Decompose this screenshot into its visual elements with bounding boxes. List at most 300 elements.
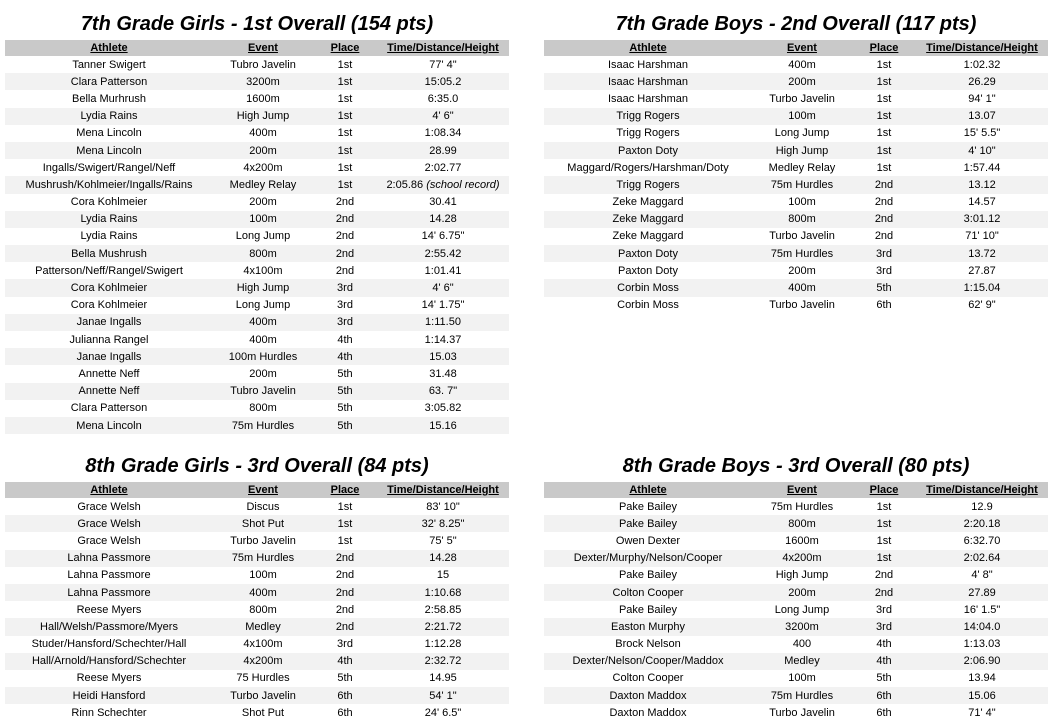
result-cell: 27.87 bbox=[968, 264, 996, 277]
place-cell: 5th bbox=[876, 672, 892, 685]
place-cell: 1st bbox=[313, 515, 377, 532]
athlete-cell: Patterson/Neff/Rangel/Swigert bbox=[35, 264, 183, 277]
athlete-cell: Rinn Schechter bbox=[71, 706, 147, 719]
result-cell: 2:02.64 bbox=[916, 550, 1048, 567]
table-row bbox=[5, 297, 509, 314]
table-row bbox=[5, 279, 509, 296]
event-cell: 100m bbox=[752, 108, 852, 125]
result-cell: 1:10.68 bbox=[377, 584, 509, 601]
place-cell: 3rd bbox=[313, 279, 377, 296]
section-7th-grade-girls bbox=[5, 9, 509, 434]
place-header: Place bbox=[852, 40, 916, 56]
result-cell: 63. 7" bbox=[377, 383, 509, 400]
athlete-cell: Lydia Rains bbox=[5, 108, 213, 125]
place-cell: 4th bbox=[876, 638, 892, 651]
table-row bbox=[544, 498, 1048, 515]
place-cell: 6th bbox=[876, 299, 892, 312]
event-cell: 100m bbox=[249, 569, 277, 582]
result-cell: 16' 1.5" bbox=[963, 603, 1001, 616]
table-row bbox=[544, 228, 1048, 245]
place-cell: 4th bbox=[313, 653, 377, 670]
table-row bbox=[5, 262, 509, 279]
athlete-cell: Owen Dexter bbox=[615, 534, 681, 547]
table-row bbox=[544, 670, 1048, 687]
event-cell: Tubro Javelin bbox=[213, 383, 313, 400]
table-row bbox=[544, 142, 1048, 159]
place-cell: 3rd bbox=[337, 299, 353, 312]
event-cell: Medley Relay bbox=[213, 176, 313, 193]
table-row bbox=[5, 687, 509, 704]
event-cell: Shot Put bbox=[241, 706, 285, 719]
event-cell: Discus bbox=[246, 500, 280, 513]
result-cell: 1:15.04 bbox=[916, 279, 1048, 296]
place-cell: 1st bbox=[337, 161, 353, 174]
header-row bbox=[5, 482, 509, 498]
event-cell: 100m bbox=[788, 672, 816, 685]
event-cell: High Jump bbox=[752, 142, 852, 159]
athlete-cell: Lydia Rains bbox=[5, 211, 213, 228]
athlete-cell: Brock Nelson bbox=[615, 638, 681, 651]
header-row bbox=[544, 482, 1048, 498]
table-row bbox=[5, 417, 509, 434]
result-cell: 30.41 bbox=[429, 196, 457, 209]
table-row bbox=[5, 331, 509, 348]
table-row bbox=[5, 142, 509, 159]
event-cell: 400m bbox=[752, 279, 852, 296]
athlete-cell: Isaac Harshman bbox=[544, 73, 752, 90]
section-title: 8th Grade Girls - 3rd Overall (84 pts) bbox=[85, 455, 429, 477]
result-cell: 6:35.0 bbox=[427, 92, 459, 105]
athlete-cell: Annette Neff bbox=[5, 383, 213, 400]
place-cell: 5th bbox=[337, 672, 353, 685]
event-cell: 200m bbox=[752, 584, 852, 601]
event-cell: 200m bbox=[249, 196, 277, 209]
place-cell: 3rd bbox=[852, 245, 916, 262]
event-cell: 800m bbox=[752, 515, 852, 532]
table-row bbox=[544, 636, 1048, 653]
athlete-cell: Zeke Maggard bbox=[612, 230, 684, 243]
table-row bbox=[544, 279, 1048, 296]
event-cell: 75 Hurdles bbox=[236, 672, 290, 685]
table-row bbox=[5, 228, 509, 245]
athlete-header: Athlete bbox=[544, 40, 752, 56]
event-cell: 1600m bbox=[785, 534, 819, 547]
place-cell: 5th bbox=[337, 402, 353, 415]
result-cell: 71' 4" bbox=[968, 706, 996, 719]
athlete-cell: Julianna Rangel bbox=[69, 333, 149, 346]
table-row bbox=[5, 56, 509, 73]
event-cell: 75m Hurdles bbox=[213, 550, 313, 567]
place-cell: 2nd bbox=[335, 196, 355, 209]
table-row bbox=[544, 245, 1048, 262]
athlete-cell: Easton Murphy bbox=[544, 618, 752, 635]
place-cell: 1st bbox=[313, 142, 377, 159]
table-row bbox=[5, 348, 509, 365]
event-cell: 3200m bbox=[213, 73, 313, 90]
table-row bbox=[5, 245, 509, 262]
athlete-cell: Grace Welsh bbox=[77, 500, 141, 513]
place-cell: 5th bbox=[852, 279, 916, 296]
event-cell: Medley bbox=[752, 653, 852, 670]
place-cell: 1st bbox=[876, 500, 892, 513]
event-cell: 200m bbox=[752, 73, 852, 90]
event-cell: 400m bbox=[249, 127, 277, 140]
place-cell: 1st bbox=[852, 142, 916, 159]
place-cell: 1st bbox=[337, 58, 353, 71]
event-cell: Tubro Javelin bbox=[230, 58, 296, 71]
athlete-cell: Heidi Hansford bbox=[5, 687, 213, 704]
place-cell: 1st bbox=[852, 73, 916, 90]
athlete-cell: Colton Cooper bbox=[544, 584, 752, 601]
event-cell: Turbo Javelin bbox=[769, 92, 835, 105]
place-cell: 1st bbox=[313, 176, 377, 193]
athlete-cell: Lahna Passmore bbox=[5, 584, 213, 601]
table-row bbox=[5, 618, 509, 635]
result-cell: 1:13.03 bbox=[963, 638, 1001, 651]
place-cell: 1st bbox=[337, 92, 353, 105]
place-cell: 2nd bbox=[852, 211, 916, 228]
result-cell: 4' 6" bbox=[377, 279, 509, 296]
table-row bbox=[5, 636, 509, 653]
result-cell: 1:08.34 bbox=[424, 127, 462, 140]
athlete-cell: Reese Myers bbox=[76, 672, 142, 685]
athlete-cell: Colton Cooper bbox=[612, 672, 684, 685]
result-cell: 94' 1" bbox=[968, 92, 996, 105]
result-cell bbox=[377, 176, 509, 193]
athlete-cell: Grace Welsh bbox=[77, 534, 141, 547]
result-cell: 2:58.85 bbox=[424, 603, 462, 616]
result-cell: 1:14.37 bbox=[424, 333, 462, 346]
event-header: Event bbox=[213, 482, 313, 498]
event-cell: 200m bbox=[788, 264, 816, 277]
place-cell: 2nd bbox=[313, 245, 377, 262]
event-cell: Long Jump bbox=[235, 299, 291, 312]
athlete-cell: Trigg Rogers bbox=[616, 127, 680, 140]
event-header: Event bbox=[752, 40, 852, 56]
athlete-cell: Daxton Maddox bbox=[609, 706, 687, 719]
athlete-cell: Hall/Arnold/Hansford/Schechter bbox=[5, 653, 213, 670]
place-cell: 3rd bbox=[876, 603, 892, 616]
result-cell: 14.28 bbox=[377, 550, 509, 567]
athlete-header: Athlete bbox=[544, 482, 752, 498]
athlete-cell: Zeke Maggard bbox=[544, 211, 752, 228]
table-row bbox=[544, 73, 1048, 90]
place-cell: 6th bbox=[313, 687, 377, 704]
athlete-cell: Lahna Passmore bbox=[5, 550, 213, 567]
table-row bbox=[544, 618, 1048, 635]
event-cell: 800m bbox=[249, 603, 277, 616]
result-cell: 3:05.82 bbox=[424, 402, 462, 415]
athlete-cell: Paxton Doty bbox=[544, 245, 752, 262]
event-cell: High Jump bbox=[213, 108, 313, 125]
result-cell: 15:05.2 bbox=[377, 73, 509, 90]
table-row bbox=[5, 515, 509, 532]
event-header: Event bbox=[752, 482, 852, 498]
event-cell: 200m bbox=[213, 142, 313, 159]
table-row bbox=[544, 56, 1048, 73]
table-row bbox=[5, 125, 509, 142]
table-row bbox=[5, 400, 509, 417]
result-cell: 1:01.41 bbox=[424, 264, 462, 277]
place-cell: 1st bbox=[876, 161, 892, 174]
result-cell: 13.07 bbox=[916, 108, 1048, 125]
event-cell: 800m bbox=[249, 402, 277, 415]
place-cell: 1st bbox=[313, 73, 377, 90]
result-cell: 32' 8.25" bbox=[377, 515, 509, 532]
event-cell: Medley bbox=[213, 618, 313, 635]
table-row bbox=[544, 90, 1048, 107]
event-cell: Medley Relay bbox=[768, 161, 836, 174]
table-row bbox=[544, 297, 1048, 314]
table-row bbox=[5, 498, 509, 515]
place-cell: 3rd bbox=[852, 618, 916, 635]
place-cell: 1st bbox=[876, 127, 892, 140]
table-row bbox=[544, 567, 1048, 584]
event-cell: 100m Hurdles bbox=[213, 348, 313, 365]
place-cell: 1st bbox=[876, 92, 892, 105]
result-cell: 1:57.44 bbox=[963, 161, 1001, 174]
athlete-cell: Bella Murhrush bbox=[72, 92, 146, 105]
place-header: Place bbox=[313, 482, 377, 498]
section-title: 7th Grade Boys - 2nd Overall (117 pts) bbox=[615, 13, 977, 35]
result-cell: 14' 6.75" bbox=[421, 230, 465, 243]
event-cell: Turbo Javelin bbox=[213, 687, 313, 704]
event-cell: 400m bbox=[788, 58, 816, 71]
event-header: Event bbox=[213, 40, 313, 56]
event-cell: 800m bbox=[213, 245, 313, 262]
place-cell: 5th bbox=[313, 383, 377, 400]
place-cell: 2nd bbox=[335, 603, 355, 616]
place-cell: 2nd bbox=[313, 550, 377, 567]
place-cell: 1st bbox=[313, 108, 377, 125]
place-cell: 2nd bbox=[313, 584, 377, 601]
event-cell: High Jump bbox=[775, 569, 829, 582]
table-row bbox=[5, 211, 509, 228]
event-cell: 400 bbox=[792, 638, 812, 651]
table-row bbox=[5, 383, 509, 400]
table-row bbox=[544, 125, 1048, 142]
result-cell: 83' 10" bbox=[426, 500, 460, 513]
event-cell: 200m bbox=[249, 367, 277, 380]
result-cell: 12.9 bbox=[971, 500, 993, 513]
table-row bbox=[5, 159, 509, 176]
table-row bbox=[544, 601, 1048, 618]
athlete-cell: Isaac Harshman bbox=[607, 58, 689, 71]
result-cell: 15 bbox=[436, 569, 450, 582]
table-row bbox=[544, 108, 1048, 125]
athlete-cell: Pake Bailey bbox=[544, 515, 752, 532]
result-cell: 2:02.77 bbox=[424, 161, 462, 174]
athlete-cell: Lahna Passmore bbox=[67, 569, 151, 582]
result-cell: 14' 1.75" bbox=[421, 299, 465, 312]
athlete-cell: Janae Ingalls bbox=[5, 314, 213, 331]
place-cell: 2nd bbox=[874, 196, 894, 209]
result-cell: 62' 9" bbox=[968, 299, 996, 312]
athlete-cell: Trigg Rogers bbox=[544, 108, 752, 125]
result-cell: 28.99 bbox=[377, 142, 509, 159]
event-cell: 75m Hurdles bbox=[752, 687, 852, 704]
place-cell: 3rd bbox=[337, 638, 353, 651]
place-cell: 2nd bbox=[335, 230, 355, 243]
result-cell: 4' 6" bbox=[377, 108, 509, 125]
table-row bbox=[5, 670, 509, 687]
athlete-cell: Mena Lincoln bbox=[5, 417, 213, 434]
result-cell: 24' 6.5" bbox=[424, 706, 462, 719]
result-note: (school record) bbox=[426, 178, 500, 191]
section-title: 7th Grade Girls - 1st Overall (154 pts) bbox=[80, 13, 434, 35]
place-cell: 2nd bbox=[852, 584, 916, 601]
athlete-cell: Tanner Swigert bbox=[72, 58, 146, 71]
table-row bbox=[544, 262, 1048, 279]
result-cell: 13.12 bbox=[916, 176, 1048, 193]
table-row bbox=[544, 584, 1048, 601]
event-cell: Long Jump bbox=[774, 127, 830, 140]
result-header: Time/Distance/Height bbox=[377, 40, 509, 56]
table-row bbox=[5, 601, 509, 618]
place-cell: 1st bbox=[876, 58, 892, 71]
result-cell: 2:06.90 bbox=[916, 653, 1048, 670]
result-cell: 2:20.18 bbox=[916, 515, 1048, 532]
athlete-cell: Daxton Maddox bbox=[544, 687, 752, 704]
result-cell: 26.29 bbox=[916, 73, 1048, 90]
table-row bbox=[5, 314, 509, 331]
athlete-cell: Janae Ingalls bbox=[5, 348, 213, 365]
place-cell: 2nd bbox=[874, 230, 894, 243]
event-cell: 400m bbox=[249, 333, 277, 346]
event-cell: 400m bbox=[213, 314, 313, 331]
table-row bbox=[5, 704, 509, 721]
result-cell: 1:12.28 bbox=[424, 638, 462, 651]
athlete-cell: Cora Kohlmeier bbox=[70, 299, 148, 312]
result-cell: 15.16 bbox=[377, 417, 509, 434]
athlete-cell: Cora Kohlmeier bbox=[5, 279, 213, 296]
result-header: Time/Distance/Height bbox=[916, 40, 1048, 56]
section-8th-grade-boys bbox=[544, 451, 1048, 721]
table-row bbox=[5, 73, 509, 90]
results-table bbox=[5, 482, 509, 721]
table-row bbox=[544, 194, 1048, 211]
result-cell: 15' 5.5" bbox=[963, 127, 1001, 140]
place-cell: 2nd bbox=[852, 176, 916, 193]
event-cell: Shot Put bbox=[213, 515, 313, 532]
athlete-cell: Paxton Doty bbox=[618, 264, 678, 277]
event-cell: 3200m bbox=[752, 618, 852, 635]
place-cell: 4th bbox=[313, 348, 377, 365]
result-cell: 31.48 bbox=[429, 367, 457, 380]
athlete-cell: Corbin Moss bbox=[617, 299, 679, 312]
result-cell: 14.95 bbox=[429, 672, 457, 685]
place-cell: 2nd bbox=[874, 569, 894, 582]
result-cell: 15.03 bbox=[377, 348, 509, 365]
table-row bbox=[544, 176, 1048, 193]
event-cell: Turbo Javelin bbox=[769, 299, 835, 312]
table-row bbox=[5, 176, 509, 193]
table-row bbox=[544, 653, 1048, 670]
result-cell: 1:11.50 bbox=[377, 314, 509, 331]
athlete-cell: Grace Welsh bbox=[5, 515, 213, 532]
athlete-cell: Pake Bailey bbox=[618, 500, 678, 513]
event-cell: Turbo Javelin bbox=[769, 230, 835, 243]
result-cell: 3:01.12 bbox=[916, 211, 1048, 228]
results-table bbox=[544, 40, 1048, 314]
athlete-cell: Isaac Harshman bbox=[607, 92, 689, 105]
event-cell: 75m Hurdles bbox=[752, 176, 852, 193]
section-8th-grade-girls bbox=[5, 451, 509, 721]
event-cell: Long Jump bbox=[235, 230, 291, 243]
result-value: 2:05.86 bbox=[386, 178, 424, 191]
event-cell: 75m Hurdles bbox=[770, 500, 834, 513]
place-cell: 2nd bbox=[313, 211, 377, 228]
athlete-cell: Maggard/Rogers/Harshman/Doty bbox=[567, 161, 729, 174]
table-row bbox=[544, 550, 1048, 567]
athlete-cell: Trigg Rogers bbox=[544, 176, 752, 193]
result-cell: 2:21.72 bbox=[377, 618, 509, 635]
result-header: Time/Distance/Height bbox=[916, 482, 1048, 498]
place-cell: 3rd bbox=[313, 314, 377, 331]
place-cell: 1st bbox=[852, 515, 916, 532]
athlete-header: Athlete bbox=[5, 40, 213, 56]
event-cell: 75m Hurdles bbox=[752, 245, 852, 262]
place-cell: 1st bbox=[337, 127, 353, 140]
result-cell: 14.28 bbox=[377, 211, 509, 228]
event-cell: Turbo Javelin bbox=[769, 706, 835, 719]
athlete-cell: Zeke Maggard bbox=[612, 196, 684, 209]
event-cell: 400m bbox=[213, 584, 313, 601]
place-cell: 6th bbox=[852, 687, 916, 704]
athlete-cell: Mena Lincoln bbox=[76, 127, 142, 140]
event-cell: 100m bbox=[213, 211, 313, 228]
event-cell: 100m bbox=[788, 196, 816, 209]
place-cell: 1st bbox=[337, 534, 353, 547]
athlete-cell: Clara Patterson bbox=[70, 402, 148, 415]
result-cell: 75' 5" bbox=[429, 534, 457, 547]
result-cell: 1:02.32 bbox=[963, 58, 1001, 71]
table-row bbox=[544, 532, 1048, 549]
place-cell: 2nd bbox=[313, 618, 377, 635]
place-cell: 5th bbox=[337, 367, 353, 380]
place-header: Place bbox=[313, 40, 377, 56]
table-row bbox=[5, 90, 509, 107]
table-row bbox=[5, 108, 509, 125]
athlete-cell: Pake Bailey bbox=[618, 603, 678, 616]
athlete-cell: Studer/Hansford/Schechter/Hall bbox=[31, 638, 187, 651]
result-cell: 2:32.72 bbox=[377, 653, 509, 670]
athlete-cell: Ingalls/Swigert/Rangel/Neff bbox=[42, 161, 176, 174]
athlete-cell: Mushrush/Kohlmeier/Ingalls/Rains bbox=[5, 176, 213, 193]
athlete-cell: Mena Lincoln bbox=[5, 142, 213, 159]
table-row bbox=[5, 584, 509, 601]
place-header: Place bbox=[852, 482, 916, 498]
place-cell: 5th bbox=[313, 417, 377, 434]
place-cell: 1st bbox=[337, 500, 353, 513]
result-cell: 15.06 bbox=[916, 687, 1048, 704]
result-cell: 71' 10" bbox=[965, 230, 999, 243]
place-cell: 6th bbox=[337, 706, 353, 719]
table-row bbox=[5, 365, 509, 382]
table-row bbox=[5, 550, 509, 567]
place-cell: 3rd bbox=[876, 264, 892, 277]
result-cell: 27.89 bbox=[916, 584, 1048, 601]
result-cell: 54' 1" bbox=[377, 687, 509, 704]
header-row bbox=[5, 40, 509, 56]
section-title: 8th Grade Boys - 3rd Overall (80 pts) bbox=[622, 455, 970, 477]
table-row bbox=[544, 687, 1048, 704]
table-row bbox=[5, 194, 509, 211]
athlete-cell: Pake Bailey bbox=[618, 569, 678, 582]
event-cell: 800m bbox=[752, 211, 852, 228]
table-row bbox=[544, 211, 1048, 228]
place-cell: 1st bbox=[852, 550, 916, 567]
